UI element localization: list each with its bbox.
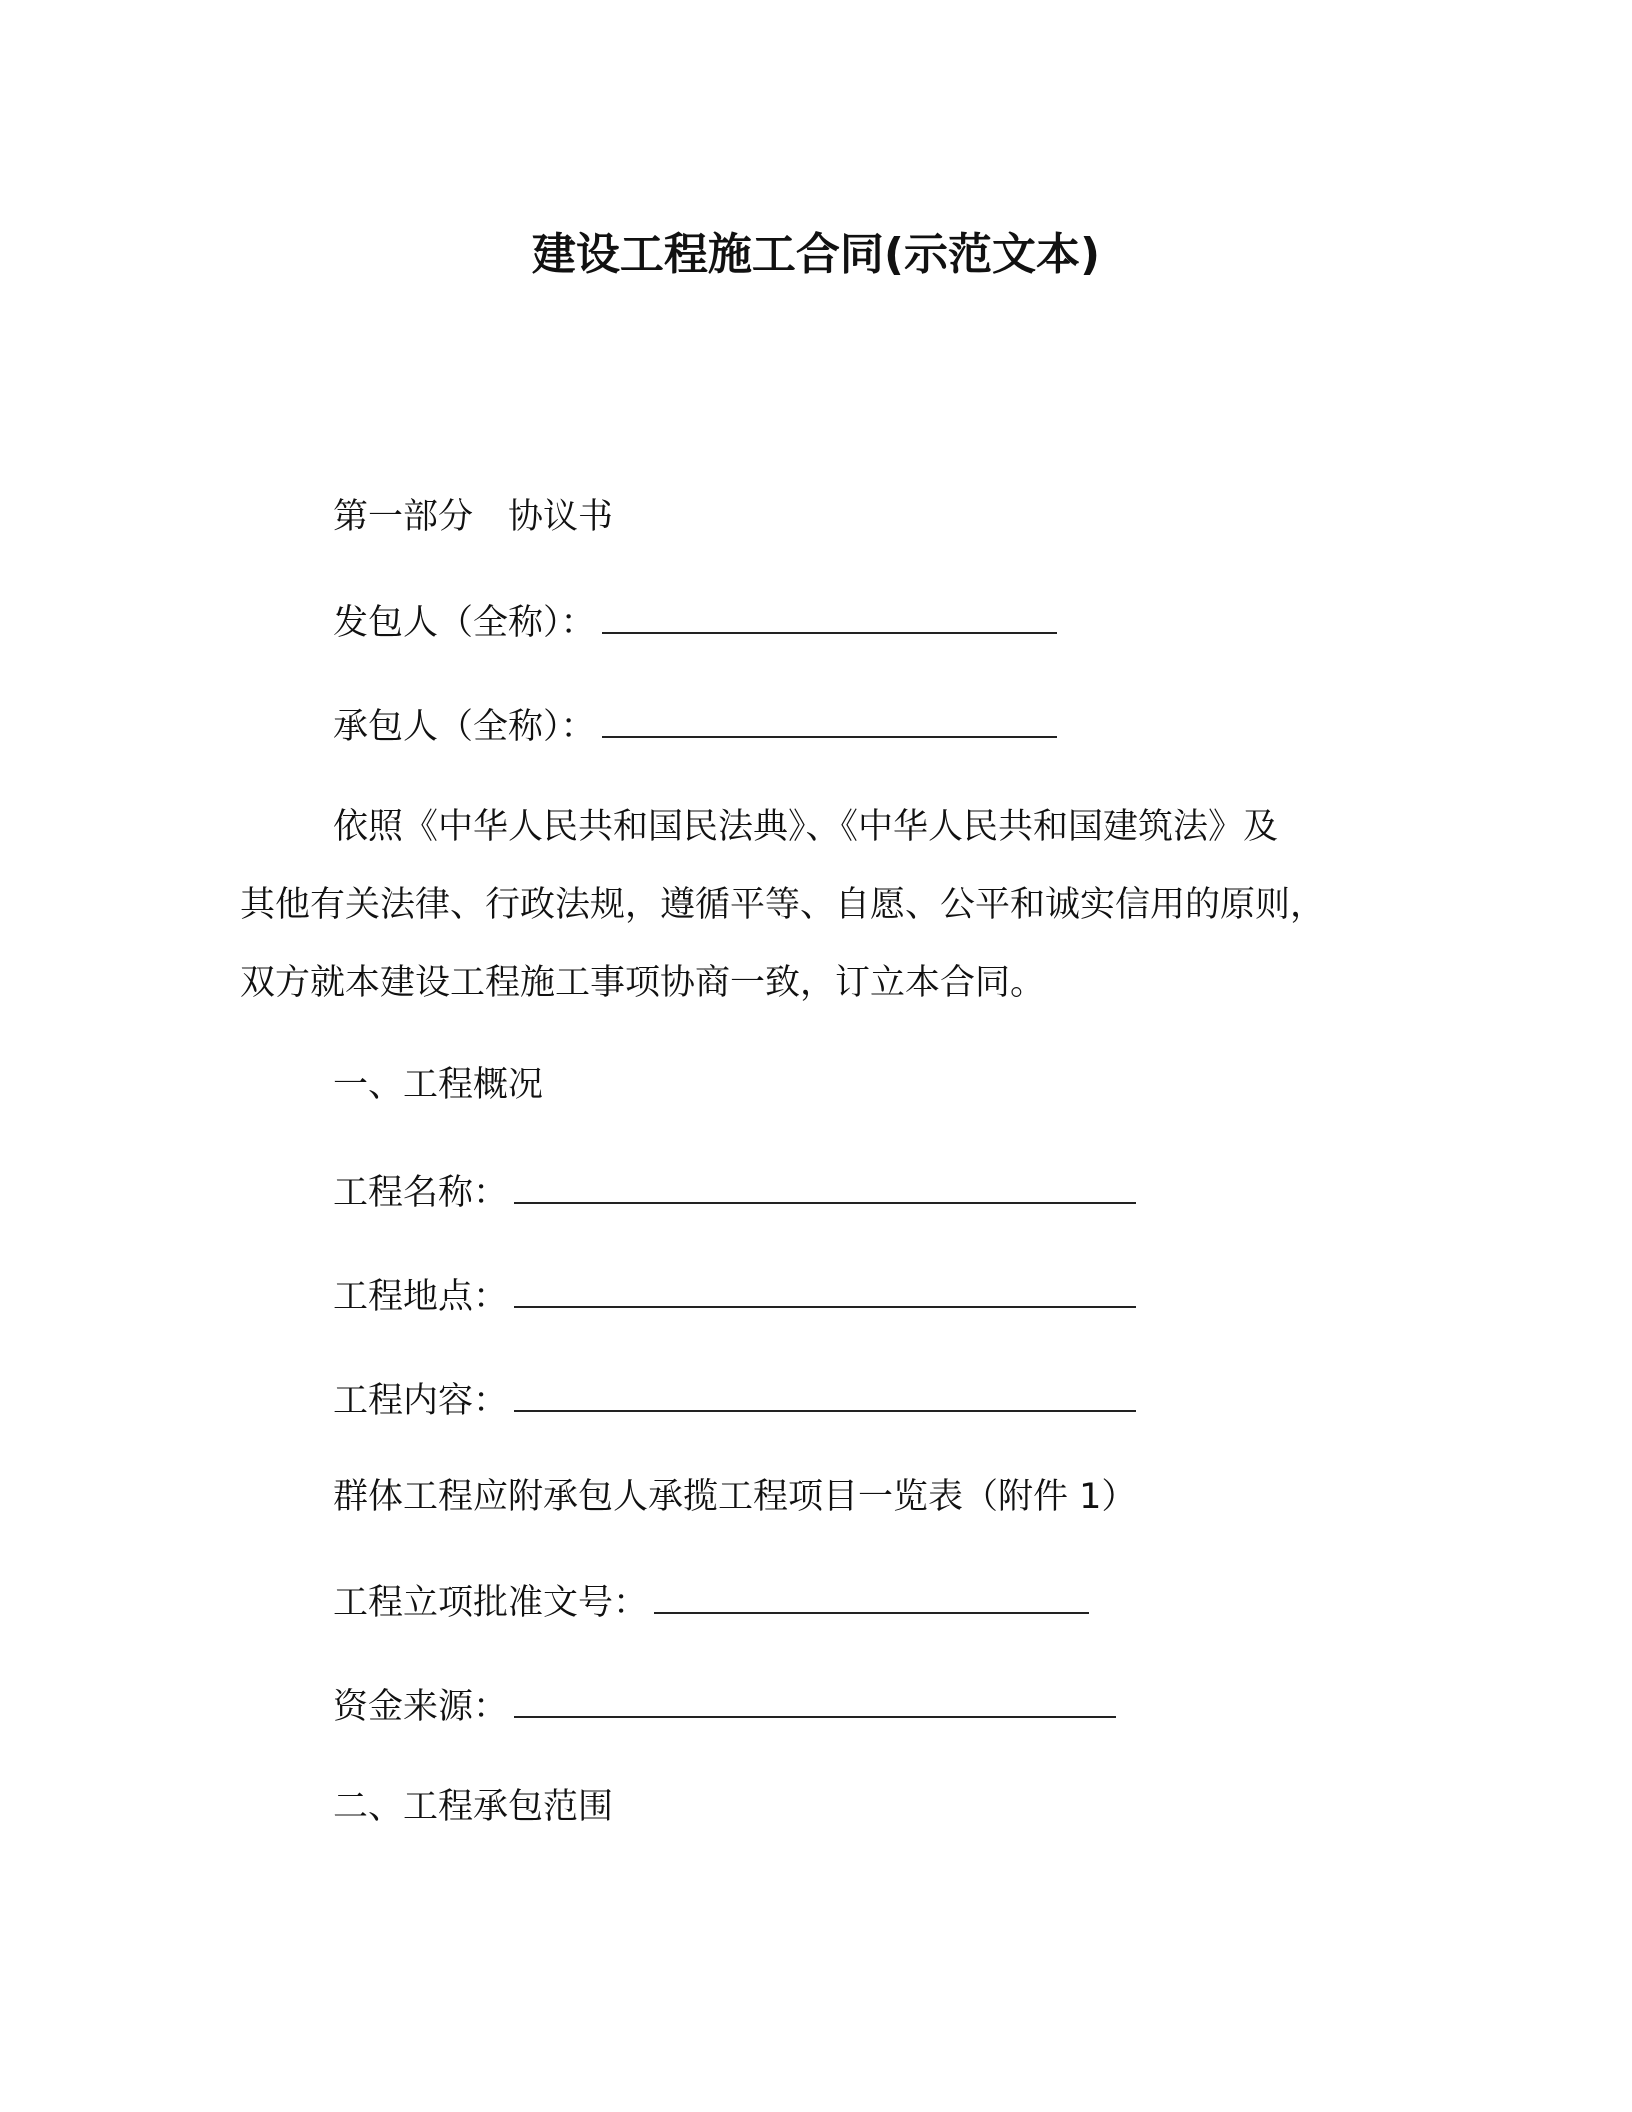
- approval-number-blank: [654, 1574, 1089, 1614]
- fund-source-label: 资金来源：: [333, 1687, 509, 1727]
- project-content-label: 工程内容：: [333, 1381, 509, 1421]
- approval-number-label: 工程立项批准文号：: [333, 1583, 649, 1623]
- contractor-blank: [602, 698, 1057, 738]
- employer-line: [333, 594, 1057, 644]
- project-name-blank: [514, 1164, 1136, 1204]
- intro-line-1: 依照《中华人民共和国民法典》、《中华人民共和国建筑法》及: [333, 807, 1279, 847]
- part-heading: 第一部分 协议书: [333, 497, 614, 537]
- fund-source-line: [333, 1678, 1116, 1728]
- project-name-label: 工程名称：: [333, 1173, 509, 1213]
- project-name-line: [333, 1164, 1136, 1214]
- project-location-label: 工程地点：: [333, 1277, 509, 1317]
- document-title: 建设工程施工合同(示范文本): [531, 229, 1101, 280]
- intro-line-3: 双方就本建设工程施工事项协商一致，订立本合同。: [240, 963, 1046, 1003]
- contractor-line: [333, 698, 1057, 748]
- project-location-blank: [514, 1268, 1136, 1308]
- employer-label: 发包人（全称）：: [333, 603, 596, 643]
- fund-source-blank: [514, 1678, 1116, 1718]
- section1-heading: 一、工程概况: [333, 1065, 544, 1105]
- project-content-line: [333, 1372, 1136, 1422]
- project-content-blank: [514, 1372, 1136, 1412]
- project-location-line: [333, 1268, 1136, 1318]
- group-project-note: 群体工程应附承包人承揽工程项目一览表（附件 1）: [333, 1477, 1137, 1517]
- section2-heading: 二、工程承包范围: [333, 1787, 614, 1827]
- contractor-label: 承包人（全称）：: [333, 707, 596, 747]
- employer-blank: [602, 594, 1057, 634]
- intro-line-2: 其他有关法律、行政法规，遵循平等、自愿、公平和诚实信用的原则，: [240, 885, 1326, 925]
- approval-number-line: [333, 1574, 1089, 1624]
